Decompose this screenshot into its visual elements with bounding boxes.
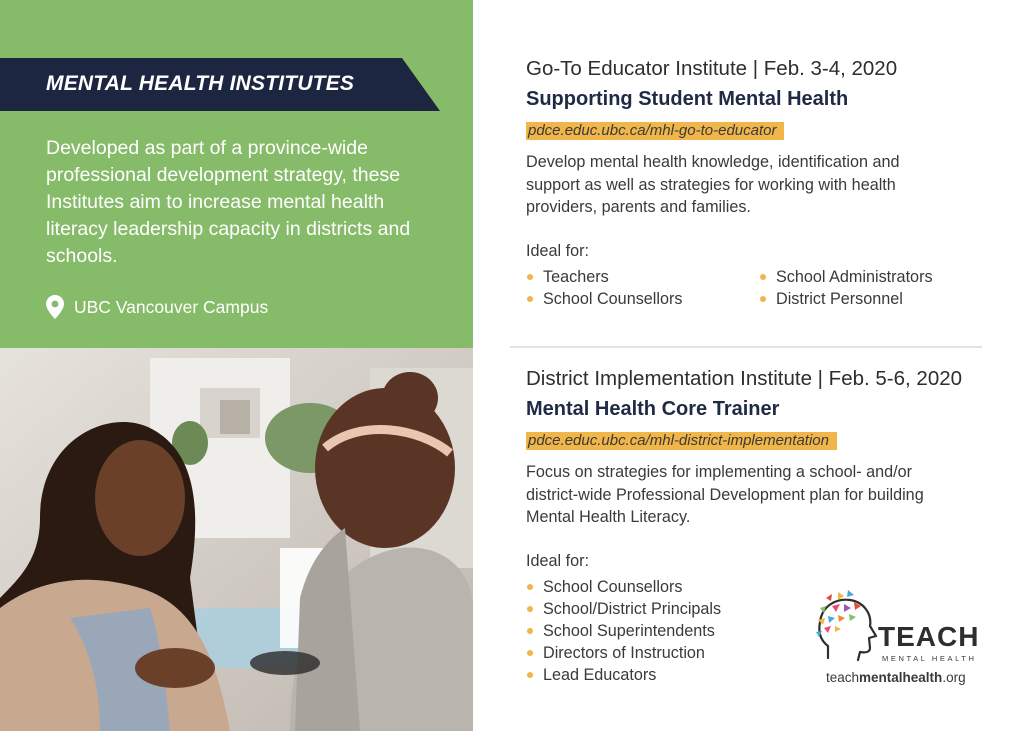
list-item: School/District Principals — [526, 598, 996, 620]
counselling-photo — [0, 348, 473, 731]
teach-mental-health-logo — [810, 586, 985, 691]
institute-1-audience-list — [526, 266, 996, 310]
institute-2-link[interactable]: pdce.educ.ubc.ca/mhl-district-implementation — [526, 432, 837, 450]
logo-url-prefix: teach — [826, 670, 860, 685]
intro-text: Developed as part of a province-wide professional development strategy, these Institutes aim to increase mental health literacy leadership capacity in districts and schools. — [46, 137, 411, 267]
logo-url-suffix: .org — [942, 670, 966, 685]
banner-title: MENTAL HEALTH INSTITUTES — [46, 72, 355, 95]
list-item: Teachers — [526, 266, 759, 288]
institute-1-ideal-label: Ideal for: — [526, 241, 589, 260]
institute-2-title: District Implementation Institute | Feb. 5-6, 2020 — [526, 367, 963, 390]
location-label: UBC Vancouver Campus — [74, 296, 269, 317]
institute-2-ideal-label: Ideal for: — [526, 551, 589, 570]
institute-1 — [526, 56, 996, 310]
list-item: Directors of Instruction — [526, 642, 996, 664]
list-item: School Counsellors — [526, 288, 759, 310]
location — [46, 295, 268, 319]
institute-1-link[interactable]: pdce.educ.ubc.ca/mhl-go-to-educator — [526, 122, 784, 140]
section-divider — [510, 346, 982, 348]
list-item: School Superintendents — [526, 620, 996, 642]
institute-2-subtitle: Mental Health Core Trainer — [526, 398, 780, 420]
intro-panel — [0, 0, 473, 348]
head-profile-icon — [814, 588, 880, 668]
institute-2-description: Focus on strategies for implementing a school- and/or district-wide Professional Development plan for building Mental Health Literacy. — [526, 463, 924, 526]
logo-url-bold: mentalhealth — [859, 670, 943, 685]
map-pin-icon — [46, 295, 64, 319]
institute-1-title: Go-To Educator Institute | Feb. 3-4, 2020 — [526, 57, 898, 80]
institute-1-description: Develop mental health knowledge, identification and support as well as strategies for working with health providers, parents and families. — [526, 153, 900, 216]
list-item: School Counsellors — [526, 576, 996, 598]
logo-wordmark: TEACH — [878, 621, 980, 652]
institute-1-subtitle: Supporting Student Mental Health — [526, 88, 849, 110]
logo-website — [826, 670, 966, 685]
list-item: District Personnel — [759, 288, 979, 310]
list-item: Lead Educators — [526, 664, 996, 686]
list-item: School Administrators — [759, 266, 979, 288]
title-banner — [0, 58, 440, 111]
logo-tagline: MENTAL HEALTH — [882, 654, 977, 663]
photo-illustration — [0, 348, 473, 731]
